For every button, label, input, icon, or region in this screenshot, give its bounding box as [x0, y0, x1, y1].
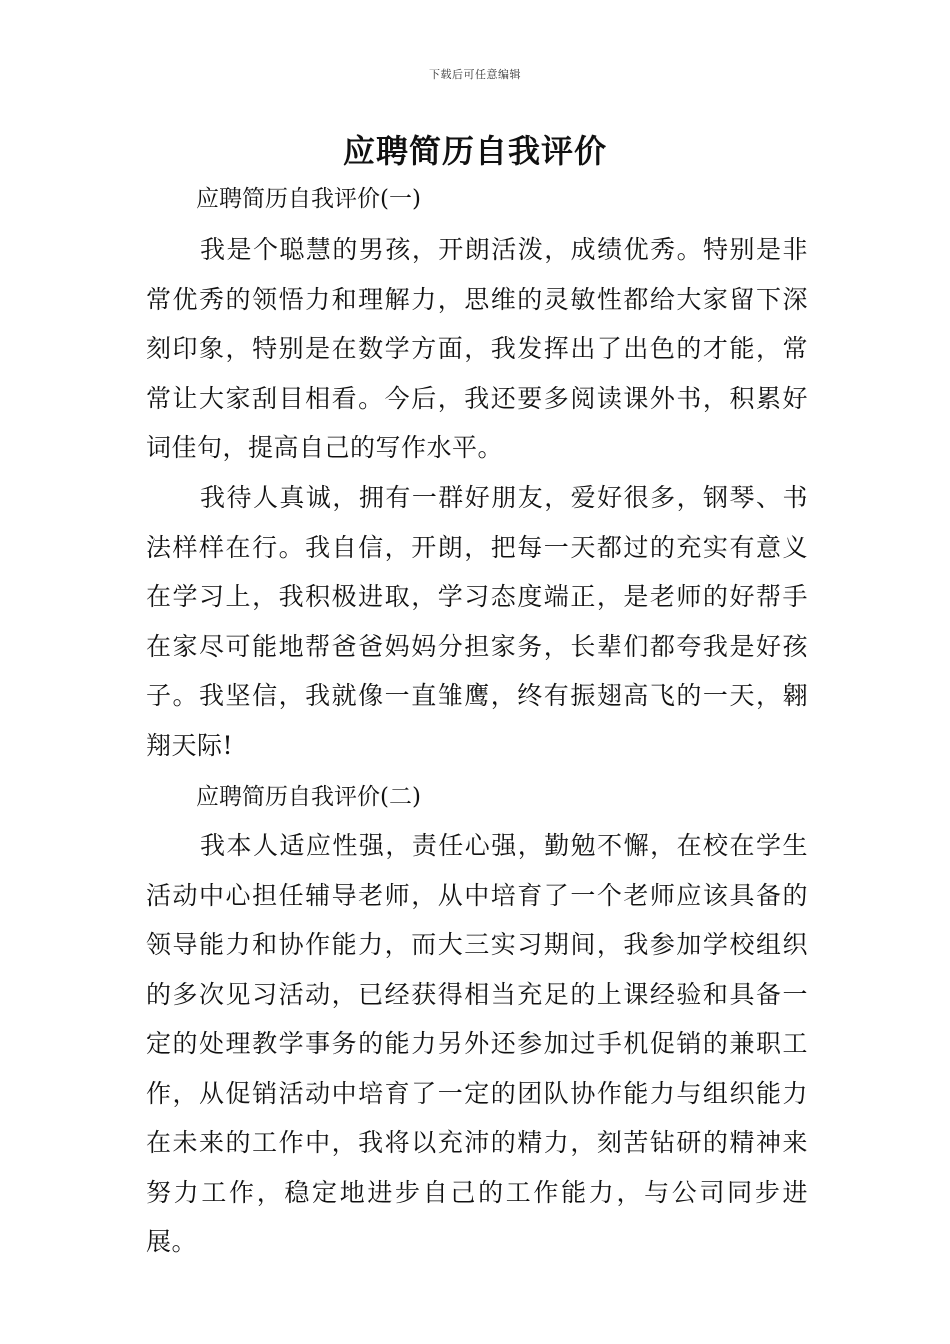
- paragraph-2: 我待人真诚，拥有一群好朋友，爱好很多，钢琴、书法样样在行。我自信，开朗，把每一天都过的充实有意义在学习上，我积极进取，学习态度端正，是老师的好帮手在家尽可能地帮爸爸妈妈分担家务，长辈们都夸我是好孩子。我坚信，我就像一直雏鹰，终有振翅高飞的一天，翱翔天际!: [146, 483, 808, 760]
- header-note: 下载后可任意编辑: [429, 68, 521, 81]
- section-heading-1: 应聘简历自我评价(一): [196, 186, 421, 212]
- paragraph-1: 我是个聪慧的男孩，开朗活泼，成绩优秀。特别是非常优秀的领悟力和理解力，思维的灵敏性都给大家留下深刻印象，特别是在数学方面，我发挥出了出色的才能，常常让大家刮目相看。今后，我还要多阅读课外书，积累好词佳句，提高自己的写作水平。: [146, 235, 808, 462]
- paragraph-3: 我本人适应性强，责任心强，勤勉不懈，在校在学生活动中心担任辅导老师，从中培育了一个老师应该具备的领导能力和协作能力，而大三实习期间，我参加学校组织的多次见习活动，已经获得相当充足的上课经验和具备一定的处理教学事务的能力另外还参加过手机促销的兼职工作，从促销活动中培育了一定的团队协作能力与组织能力在未来的工作中，我将以充沛的精力，刻苦钻研的精神来努力工作，稳定地进步自己的工作能力，与公司同步进展。: [146, 831, 808, 1256]
- document-title: 应聘简历自我评价: [342, 132, 607, 170]
- section-heading-2: 应聘简历自我评价(二): [196, 784, 421, 810]
